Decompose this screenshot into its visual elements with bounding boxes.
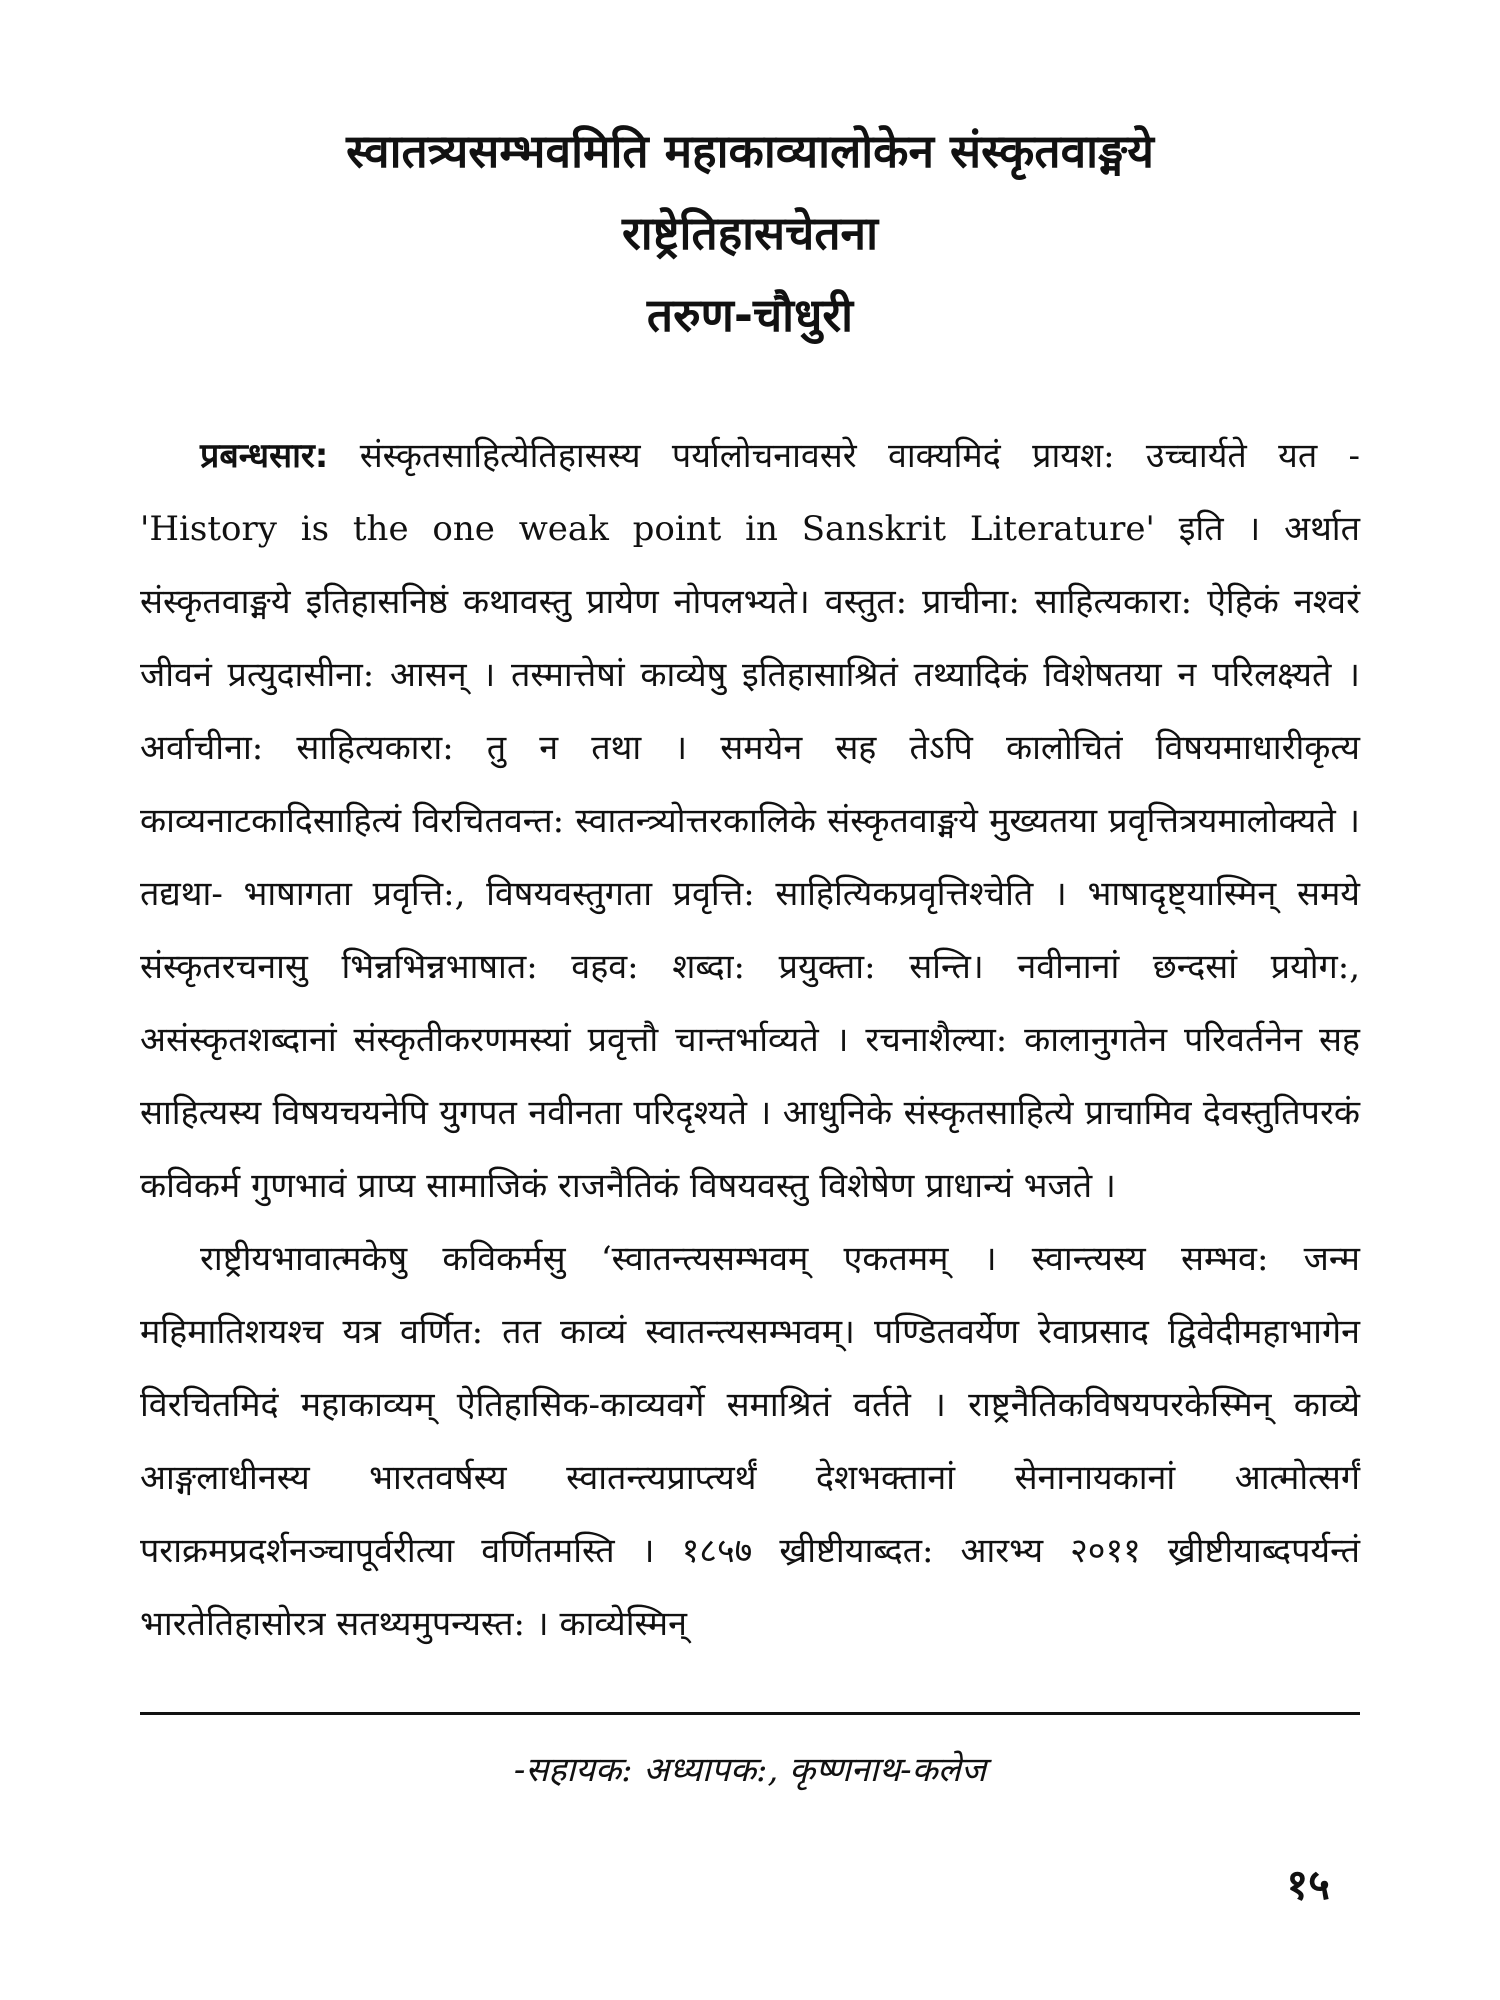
page-number: १५ bbox=[1286, 1860, 1330, 1909]
body-text bbox=[140, 420, 1360, 1661]
footnote-divider bbox=[140, 1712, 1360, 1715]
article-title-line-1: स्वातत्र्यसम्भवमिति महाकाव्यालोकेन संस्कृतवाङ्मये bbox=[346, 124, 1154, 178]
abstract-label: प्रबन्धसार: bbox=[200, 436, 329, 476]
author-affiliation-footnote: -सहायक: अध्यापक:, कृष्णनाथ-कलेज bbox=[513, 1750, 987, 1790]
article-title-line-2: राष्ट्रेतिहासचेतना bbox=[621, 206, 879, 260]
abstract-paragraph bbox=[140, 420, 1360, 1223]
title-block bbox=[140, 110, 1360, 356]
abstract-text: संस्कृतसाहित्येतिहासस्य पर्यालोचनावसरे वाक्यमिदं प्रायश: उच्चार्यते यत - 'History is the one weak point in Sanskrit Literature' इति । अर्थात संस्कृतवाङ्मये इतिहासनिष्ठं कथावस्तु प्रायेण नोपलभ्यते। वस्तुत: प्राचीना: साहित्यकारा: ऐहिकं नश्वरं जीवनं प्रत्युदासीना: आसन् । तस्मात्तेषां काव्येषु इतिहासाश्रितं तथ्यादिकं विशेषतया न परिलक्ष्यते । अर्वाचीना: साहित्यकारा: तु न तथा । समयेन सह तेऽपि कालोचितं विषयमाधारीकृत्य काव्यनाटकादिसाहित्यं विरचितवन्त: स्वातन्त्र्योत्तरकालिके संस्कृतवाङ्मये मुख्यतया प्रवृत्तित्रयमालोक्यते । तद्यथा- भाषागता प्रवृत्ति:, विषयवस्तुगता प्रवृत्ति: साहित्यिकप्रवृत्तिश्चेति । भाषादृष्ट्यास्मिन् समये संस्कृतरचनासु भिन्नभिन्नभाषात: वहव: शब्दा: प्रयुक्ता: सन्ति। नवीनानां छन्दसां प्रयोग:, असंस्कृतशब्दानां संस्कृतीकरणमस्यां प्रवृत्तौ चान्तर्भाव्यते । रचनाशैल्या: कालानुगतेन परिवर्तनेन सह साहित्यस्य विषयचयनेपि युगपत नवीनता परिदृश्यते । आधुनिके संस्कृतसाहित्ये प्राचामिव देवस्तुतिपरकं कविकर्म गुणभावं प्राप्य सामाजिकं राजनैतिकं विषयवस्तु विशेषेण प्राधान्यं भजते । bbox=[140, 436, 1360, 1206]
author-name: तरुण-चौधुरी bbox=[646, 288, 854, 342]
body-paragraph-2: राष्ट्रीयभावात्मकेषु कविकर्मसु ‘स्वातन्त्यसम्भवम् एकतमम् । स्वान्त्यस्य सम्भव: जन्म महिमातिशयश्च यत्र वर्णित: तत काव्यं स्वातन्त्यसम्भवम्। पण्डितवर्येण रेवाप्रसाद द्विवेदीमहाभागेन विरचितमिदं महाकाव्यम् ऐतिहासिक-काव्यवर्गे समाश्रितं वर्तते । राष्ट्रनैतिकविषयपरकेस्मिन् काव्ये आङ्गलाधीनस्य भारतवर्षस्य स्वातन्त्यप्राप्त्यर्थं देशभक्तानां सेनानायकानां आत्मोत्सर्गं पराक्रमप्रदर्शनञ्चापूर्वरीत्या वर्णितमस्ति । १८५७ ख्रीष्टीयाब्दत: आरभ्य २०११ ख्रीष्टीयाब्दपर्यन्तं भारतेतिहासोरत्र सतथ्यमुपन्यस्त: । काव्येस्मिन् bbox=[140, 1239, 1360, 1644]
